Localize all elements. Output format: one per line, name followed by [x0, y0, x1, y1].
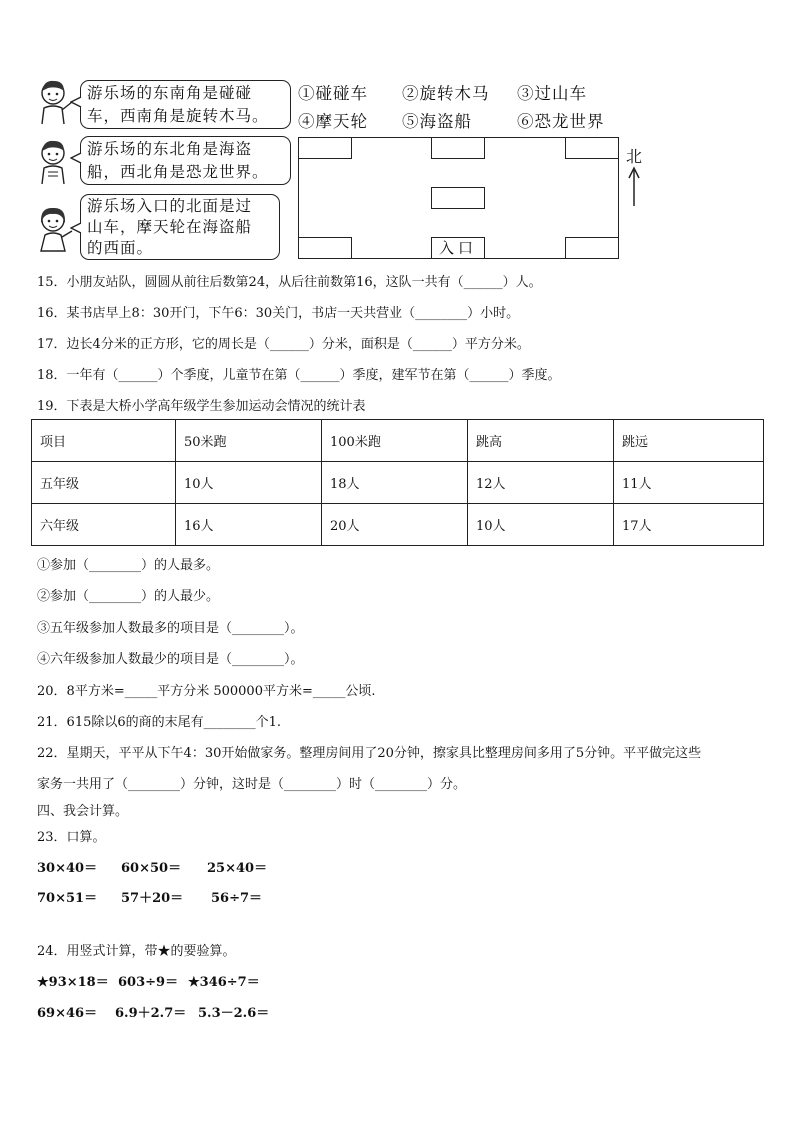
option-3: ③过山车 — [517, 84, 587, 103]
map-cell-southeast — [565, 237, 619, 259]
question-20: 20．8平方米=_____平方分米 500000平方米=_____公顷. — [37, 684, 376, 699]
vertical-calc-item: 69×46＝ — [37, 1006, 98, 1021]
table-header-row — [32, 420, 764, 462]
oral-calc-item: 56÷7＝ — [211, 891, 263, 906]
table-cell: 16人 — [176, 504, 322, 546]
table-cell: 12人 — [468, 462, 614, 504]
question-15: 15．小朋友站队，圆圆从前往后数第24，从后往前数第16，这队一共有（______）人。 — [37, 275, 542, 290]
bubble-1-line-2: 车，西南角是旋转木马。 — [87, 107, 269, 125]
table-header: 100米跑 — [322, 420, 468, 462]
map-entrance: 入口 — [431, 237, 485, 259]
map-cell-northwest — [298, 137, 352, 159]
vertical-calc-item: 6.9＋2.7＝ — [115, 1006, 187, 1021]
question-22-line-1: 22．星期天，平平从下午4：30开始做家务。整理房间用了20分钟，擦家具比整理房间多用了5分钟。平平做完这些 — [37, 746, 702, 761]
bubble-2-tail — [70, 152, 82, 164]
speech-bubble-2 — [80, 136, 291, 185]
bubble-1-line-1: 游乐场的东南角是碰碰 — [87, 84, 253, 102]
question-16: 16．某书店早上8：30开门，下午6：30关门，书店一天共营业（________）小时。 — [37, 306, 520, 321]
option-6: ⑥恐龙世界 — [517, 112, 605, 131]
vertical-calc-item: 5.3－2.6＝ — [198, 1006, 270, 1021]
question-19-part-4: ④六年级参加人数最少的项目是（________）。 — [37, 652, 304, 667]
option-5: ⑤海盗船 — [402, 112, 472, 131]
question-19-part-1: ①参加（________）的人最多。 — [37, 558, 220, 573]
table-cell: 五年级 — [32, 462, 176, 504]
question-21: 21．615除以6的商的末尾有________个1. — [37, 715, 282, 730]
table-header: 项目 — [32, 420, 176, 462]
table-row — [32, 504, 764, 546]
table-header: 跳远 — [614, 420, 764, 462]
vertical-calc-item: ★93×18＝ — [37, 975, 109, 990]
oral-calc-item: 30×40＝ — [37, 861, 98, 876]
question-19: 19．下表是大桥小学高年级学生参加运动会情况的统计表 — [37, 399, 366, 414]
table-cell: 20人 — [322, 504, 468, 546]
question-22-line-2: 家务一共用了（________）分钟，这时是（________）时（________）分。 — [37, 777, 467, 792]
bubble-3-line-3: 的西面。 — [87, 239, 154, 257]
option-4: ④摩天轮 — [298, 112, 368, 131]
oral-calc-item: 70×51＝ — [37, 891, 98, 906]
speech-bubble-3 — [80, 194, 280, 260]
table-cell: 10人 — [176, 462, 322, 504]
north-label: 北 — [626, 147, 643, 166]
vertical-calc-item: ★346÷7＝ — [188, 975, 260, 990]
amusement-park-map — [298, 137, 619, 259]
table-cell: 17人 — [614, 504, 764, 546]
option-2: ②旋转木马 — [402, 84, 490, 103]
oral-calc-item: 25×40＝ — [207, 861, 268, 876]
speech-bubble-1 — [80, 80, 291, 129]
map-cell-southwest — [298, 237, 352, 259]
question-18: 18．一年有（______）个季度，儿童节在第（______）季度，建军节在第（______）季度。 — [37, 368, 561, 383]
question-19-part-2: ②参加（________）的人最少。 — [37, 589, 220, 604]
map-cell-northeast — [565, 137, 619, 159]
sports-stat-table — [31, 419, 764, 546]
bubble-1-tail — [70, 96, 82, 108]
table-cell: 18人 — [322, 462, 468, 504]
question-24: 24．用竖式计算，带★的要验算。 — [37, 944, 236, 959]
map-cell-center — [431, 187, 485, 209]
oral-calc-item: 60×50＝ — [121, 861, 182, 876]
question-19-part-3: ③五年级参加人数最多的项目是（________）。 — [37, 621, 304, 636]
table-header: 50米跑 — [176, 420, 322, 462]
table-cell: 11人 — [614, 462, 764, 504]
bubble-3-line-1: 游乐场入口的北面是过 — [87, 197, 253, 215]
bubble-2-line-2: 船，西北角是恐龙世界。 — [87, 163, 269, 181]
bubble-3-line-2: 山车，摩天轮在海盗船 — [87, 218, 253, 236]
option-1: ①碰碰车 — [298, 84, 368, 103]
question-23: 23．口算。 — [37, 830, 106, 845]
map-cell-north — [431, 137, 485, 159]
bubble-3-tail — [70, 222, 82, 234]
bubble-2-line-1: 游乐场的东北角是海盗 — [87, 140, 253, 158]
vertical-calc-item: 603÷9＝ — [118, 975, 179, 990]
oral-calc-item: 57＋20＝ — [121, 891, 184, 906]
question-17: 17．边长4分米的正方形，它的周长是（______）分米，面积是（______）平方分米。 — [37, 337, 530, 352]
table-cell: 10人 — [468, 504, 614, 546]
table-header: 跳高 — [468, 420, 614, 462]
table-cell: 六年级 — [32, 504, 176, 546]
section-4-heading: 四、我会计算。 — [37, 804, 129, 819]
north-arrow-icon — [627, 166, 641, 206]
table-row — [32, 462, 764, 504]
